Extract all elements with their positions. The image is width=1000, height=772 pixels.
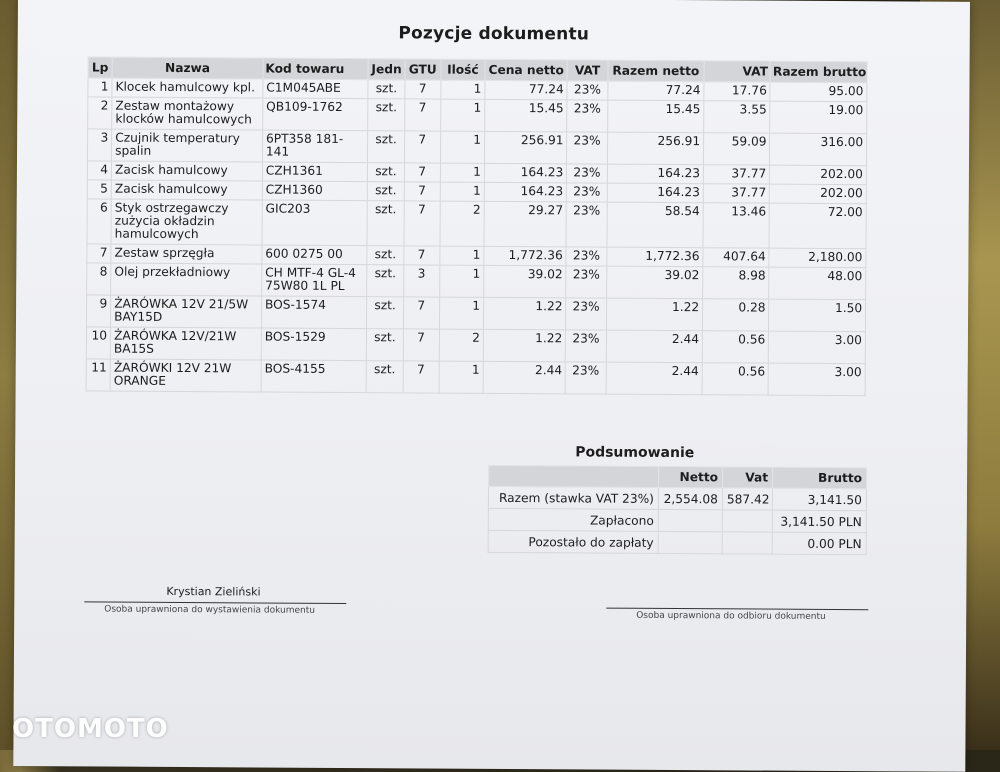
col-header-lp: Lp [88, 57, 112, 78]
summary-paid-empty-vat [722, 510, 772, 532]
cell-gtu: 7 [404, 80, 440, 99]
issuer-signature-line [84, 601, 346, 604]
cell-vat-amount: 17.76 [704, 82, 770, 101]
cell-code: BOS-4155 [261, 360, 367, 393]
cell-code: CZH1360 [262, 181, 368, 201]
cell-code: C1M045ABE [263, 79, 369, 99]
summary-total-vat: 587.42 [722, 488, 772, 510]
cell-vat-amount: 37.77 [703, 165, 769, 184]
cell-lp: 10 [86, 327, 110, 359]
cell-vat-amount: 3.55 [704, 101, 771, 133]
cell-qty: 1 [440, 182, 484, 201]
cell-vat-amount: 13.46 [703, 203, 770, 248]
summary-total-label: Razem (stawka VAT 23%) [488, 486, 658, 509]
summary-remaining-empty-net [658, 531, 722, 553]
receiver-signature-line [606, 608, 868, 611]
cell-lp: 7 [87, 244, 111, 263]
cell-net: 1,772.36 [606, 247, 703, 267]
cell-price: 39.02 [484, 265, 567, 298]
cell-unit: szt. [367, 201, 403, 246]
cell-net: 164.23 [607, 164, 704, 184]
cell-gtu: 7 [403, 329, 439, 361]
cell-unit: szt. [367, 246, 403, 265]
cell-gross: 48.00 [769, 267, 866, 300]
cell-code: CH MTF-4 GL-4 75W80 1L PL [262, 264, 368, 297]
cell-gross: 202.00 [770, 184, 867, 204]
summary-header-net: Netto [659, 466, 723, 487]
summary-paid-label: Zapłacono [488, 508, 658, 531]
cell-price: 1.22 [483, 329, 566, 362]
cell-vat-amount: 407.64 [703, 248, 769, 267]
cell-name: Olej przekładniowy [111, 263, 262, 296]
cell-gtu: 3 [403, 265, 439, 297]
summary-remaining-value: 0.00 PLN [772, 532, 866, 555]
cell-gtu: 7 [403, 361, 439, 393]
cell-qty: 1 [440, 246, 484, 265]
table-row [87, 263, 866, 300]
col-header-qty: Ilość [441, 59, 485, 80]
cell-vat-amount: 37.77 [703, 184, 769, 203]
cell-vat: 23% [566, 247, 606, 266]
cell-name: Zacisk hamulcowy [111, 180, 262, 200]
cell-gtu: 7 [403, 246, 439, 265]
summary-header-vat: Vat [723, 467, 773, 488]
col-header-vat-rate: VAT [567, 60, 607, 81]
summary-header-gross: Brutto [773, 467, 867, 489]
col-header-unit: Jedn [368, 59, 404, 80]
cell-unit: szt. [368, 99, 404, 131]
cell-gross: 1.50 [769, 299, 866, 332]
table-row [88, 97, 867, 134]
cell-unit: szt. [367, 297, 403, 329]
cell-unit: szt. [366, 361, 402, 393]
cell-name: Styk ostrzegawczy zużycia okładzin hamulcowych [111, 199, 262, 245]
cell-gross: 72.00 [769, 203, 866, 249]
cell-unit: szt. [368, 163, 404, 182]
cell-code: QB109-1762 [263, 98, 369, 131]
cell-gtu: 7 [404, 99, 440, 131]
cell-price: 1.22 [483, 297, 566, 330]
cell-gross: 3.00 [769, 331, 866, 364]
cell-lp: 1 [88, 78, 112, 97]
cell-code: 6PT358 181-141 [262, 130, 368, 163]
summary-paid-value: 3,141.50 PLN [772, 510, 866, 533]
cell-qty: 1 [440, 163, 484, 182]
cell-net: 164.23 [607, 183, 704, 203]
cell-net: 58.54 [607, 202, 704, 248]
cell-unit: szt. [368, 80, 404, 99]
cell-name: Zestaw sprzęgła [111, 244, 262, 264]
summary-header-empty [489, 465, 659, 487]
col-header-gtu: GTU [405, 59, 441, 80]
cell-lp: 8 [87, 263, 111, 295]
cell-code: CZH1361 [262, 162, 368, 182]
cell-price: 164.23 [484, 163, 567, 183]
document-title: Pozycje dokumentu [398, 23, 590, 45]
cell-lp: 6 [87, 199, 111, 244]
cell-gross: 202.00 [770, 165, 867, 185]
otomoto-watermark: OTOMOTO [12, 714, 169, 744]
cell-vat-amount: 59.09 [704, 133, 771, 165]
table-row [87, 129, 866, 166]
col-header-vat-amount: VAT [704, 61, 770, 82]
cell-qty: 2 [440, 201, 484, 246]
cell-lp: 4 [87, 161, 111, 180]
cell-vat: 23% [567, 183, 607, 202]
document-page [13, 0, 970, 772]
table-row [86, 359, 865, 396]
cell-code: 600 0275 00 [262, 245, 368, 265]
cell-gtu: 7 [404, 131, 440, 163]
summary-remaining-empty-vat [722, 532, 772, 554]
summary-header-row [489, 465, 867, 488]
cell-price: 164.23 [484, 182, 567, 202]
cell-gross: 2,180.00 [769, 248, 866, 268]
cell-price: 2.44 [483, 361, 566, 394]
cell-lp: 11 [86, 359, 110, 391]
cell-gross: 316.00 [770, 133, 867, 166]
cell-qty: 1 [439, 297, 483, 329]
summary-remaining-label: Pozostało do zapłaty [488, 530, 658, 553]
cell-vat: 23% [567, 132, 607, 164]
col-header-code: Kod towaru [263, 58, 369, 80]
col-header-price: Cena netto [485, 59, 568, 81]
cell-code: GIC203 [262, 200, 368, 246]
table-row [86, 295, 865, 332]
cell-net: 2.44 [606, 330, 703, 363]
cell-qty: 1 [439, 265, 483, 297]
cell-name: ŻARÓWKA 12V 21/5W BAY15D [111, 295, 262, 328]
cell-vat: 23% [566, 266, 606, 298]
cell-price: 15.45 [485, 99, 568, 132]
cell-vat: 23% [567, 100, 607, 132]
summary-table [488, 465, 868, 555]
cell-net: 39.02 [606, 266, 703, 299]
cell-lp: 3 [87, 129, 111, 161]
cell-gross: 95.00 [770, 82, 867, 102]
cell-vat-amount: 0.56 [702, 363, 769, 395]
summary-row-remaining [488, 530, 866, 554]
cell-unit: szt. [367, 329, 403, 361]
cell-lp: 5 [87, 180, 111, 199]
summary-total-net: 2,554.08 [658, 487, 722, 509]
cell-code: BOS-1529 [261, 328, 367, 361]
cell-net: 2.44 [606, 362, 703, 395]
cell-net: 15.45 [607, 100, 704, 133]
cell-price: 77.24 [485, 80, 568, 100]
cell-name: Zacisk hamulcowy [111, 161, 262, 181]
cell-vat: 23% [567, 164, 607, 183]
cell-qty: 2 [439, 329, 483, 361]
cell-vat: 23% [566, 330, 606, 362]
summary-row-total [488, 486, 866, 510]
cell-qty: 1 [441, 80, 485, 99]
summary-total-gross: 3,141.50 [772, 488, 866, 511]
table-row [87, 199, 866, 249]
cell-net: 256.91 [607, 132, 704, 165]
cell-net: 1.22 [606, 298, 703, 331]
summary-paid-empty-net [658, 509, 722, 531]
cell-name: Czujnik temperatury spalin [112, 129, 263, 162]
cell-lp: 9 [86, 295, 110, 327]
cell-gross: 19.00 [770, 101, 867, 134]
cell-qty: 1 [439, 361, 483, 393]
cell-qty: 1 [440, 131, 484, 163]
cell-name: ŻARÓWKA 12V/21W BA15S [110, 327, 261, 360]
cell-vat: 23% [566, 202, 606, 247]
col-header-gross: Razem brutto [770, 61, 867, 83]
issuer-caption: Osoba uprawniona do wystawienia dokumentu [104, 604, 316, 616]
cell-vat-amount: 8.98 [703, 267, 770, 299]
cell-name: Klocek hamulcowy kpl. [112, 78, 263, 98]
cell-gtu: 7 [404, 201, 440, 246]
summary-row-paid [488, 508, 866, 532]
cell-name: ŻARÓWKI 12V 21W ORANGE [110, 359, 261, 392]
issuer-name: Krystian Zieliński [166, 584, 261, 599]
cell-gross: 3.00 [768, 363, 865, 396]
cell-lp: 2 [88, 97, 112, 129]
cell-unit: szt. [368, 182, 404, 201]
cell-name: Zestaw montażowy klocków hamulcowych [112, 97, 263, 130]
summary-title: Podsumowanie [575, 444, 695, 462]
col-header-name: Nazwa [112, 57, 263, 79]
cell-vat: 23% [567, 81, 607, 100]
cell-vat: 23% [565, 362, 605, 394]
items-table [86, 56, 868, 396]
cell-gtu: 7 [404, 182, 440, 201]
cell-unit: szt. [367, 265, 403, 297]
cell-qty: 1 [440, 99, 484, 131]
cell-net: 77.24 [607, 81, 704, 101]
cell-code: BOS-1574 [261, 296, 367, 329]
receiver-caption: Osoba uprawniona do odbioru dokumentu [636, 610, 826, 622]
cell-gtu: 7 [403, 297, 439, 329]
table-row [86, 327, 865, 364]
cell-unit: szt. [368, 131, 404, 163]
cell-vat: 23% [566, 298, 606, 330]
cell-vat-amount: 0.56 [702, 331, 769, 363]
cell-gtu: 7 [404, 163, 440, 182]
cell-price: 29.27 [484, 201, 567, 247]
cell-vat-amount: 0.28 [703, 299, 770, 331]
cell-price: 256.91 [484, 131, 567, 164]
col-header-net: Razem netto [608, 60, 705, 82]
cell-price: 1,772.36 [484, 246, 567, 266]
